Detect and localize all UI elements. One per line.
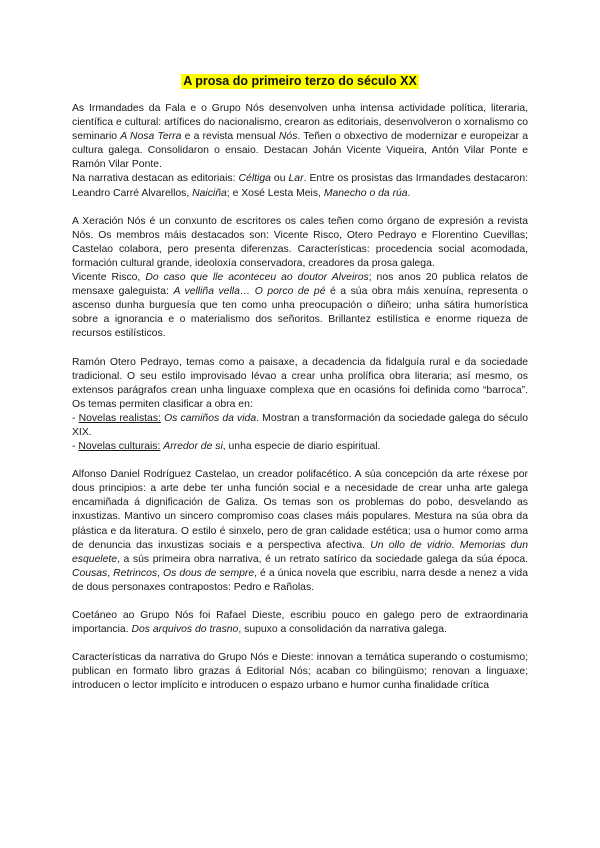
paragraph-gap xyxy=(72,454,528,468)
text-span: é a súa obra máis xenuína, representa o ascenso dunha burguesía que ten como unha preocupación o diñeiro; unha sátira humorística sobre a ignorancia e o materialismo dos señoritos. Brillantez estilística e enorme riqueza de recursos estilísticos. xyxy=(72,286,528,340)
text-span: ; e Xosé Lesta Meis, xyxy=(226,187,324,199)
paragraph-vicente-risco xyxy=(72,271,528,341)
title-wrap xyxy=(0,72,600,90)
text-span: Coetáneo ao Grupo Nós foi Rafael Dieste, escribiu pouco en galego pero de extraordinaria importancia. xyxy=(72,610,528,636)
paragraph-castelao xyxy=(72,468,528,595)
text-span: , a sús primeira obra narrativa, é un retrato satírico da sociedade galega da súa época. xyxy=(117,553,528,565)
text-span: Ramón Otero Pedrayo, temas como a paisaxe, a decadencia da fidalguía rural e da sociedade tradicional. O seu estilo improvisado lévao a crear unha prolífica obra literaria; así mesmo, os extensos parágrafos crean unha linguaxe complexa que en ocasións foi definida como “barroca”. Os temas permiten clasificar a obra en: xyxy=(72,356,528,410)
paragraph-gap xyxy=(72,342,528,356)
text-span: , xyxy=(107,567,114,579)
work-title: Dos arquivos do trasno xyxy=(131,624,239,636)
work-title: Arredor de si xyxy=(163,441,223,453)
work-title: Manecho o da rúa xyxy=(323,187,408,199)
text-span: Na narrativa destacan as editoriais: xyxy=(72,173,239,185)
work-title: Retrincos xyxy=(113,567,158,579)
paragraph-gap xyxy=(72,595,528,609)
paragraph-caracteristicas xyxy=(72,651,528,693)
paragraph-dieste xyxy=(72,609,528,637)
work-title: Do caso que lle aconteceu ao doutor Alveiros xyxy=(145,272,369,284)
list-label: Novelas culturais: xyxy=(78,441,161,453)
list-bullet: - xyxy=(72,441,79,453)
text-span: ou xyxy=(270,173,289,185)
text-span: As Irmandades da Fala e o Grupo Nós desenvolven unha intensa actividade política, literaria, científica e cultural: artífices do nacionalismo, crearon as editoriais, desenvolveron o xornalismo co seminario xyxy=(72,103,528,143)
work-title: Os camiños da vida xyxy=(164,412,257,424)
work-title: Nós xyxy=(278,131,298,143)
text-span: , unha especie de diario espiritual. xyxy=(222,441,381,453)
text-span: Alfonso Daniel Rodríguez Castelao, un creador polifacético. A súa concepción da arte réxese por dous principios: a arte debe ter unha función social e a necesidade de crear unha arte galega encamiñada á dignificación de Galiza. Os temas son os problemas do pobo, desvelando as inxustizas. Mantivo un sincero compromiso coas clases máis populares. Mestura na súa obra da plástica e da literatura. O estilo é sinxelo, pero de gran calidade estética; usa o humor como arma de denuncia das inxustizas sociais e a perspectiva afectiva. xyxy=(72,469,528,551)
list-item-novelas-culturais xyxy=(72,440,528,454)
list-item-novelas-realistas xyxy=(72,412,528,440)
text-span: ; nos anos 20 publica relatos de mensaxe galeguista: xyxy=(72,272,528,298)
paragraph-xeracion-nos xyxy=(72,215,528,271)
text-span: , supuxo a consolidación da narrativa galega. xyxy=(238,624,447,636)
paragraph-otero-pedrayo xyxy=(72,356,528,412)
text-span: Características da narrativa do Grupo Nós e Dieste: innovan a temática superando o costumismo; publican en formato libro grazas á Editorial Nós; acaban co bilingüismo; renovan a linguaxe; introducen o lector implícito e introducen o espazo urbano e humor cunha finalidade crítica xyxy=(72,652,528,692)
text-span: e a revista mensual xyxy=(181,131,279,143)
paragraph-narrativa xyxy=(72,172,528,200)
work-title: Lar xyxy=(288,173,304,185)
text-span: . xyxy=(407,187,411,199)
work-title: Os dous de sempre xyxy=(163,567,255,579)
page-title: A prosa do primeiro terzo do século XX xyxy=(183,74,417,88)
work-title: Céltiga xyxy=(238,173,271,185)
work-title: Un ollo de vidrio. Memorias dun esquelete xyxy=(72,539,528,565)
paragraph-gap xyxy=(72,201,528,215)
paragraph-irmandades xyxy=(72,102,528,172)
text-span: . Entre os prosistas das Irmandades destacaron: Leandro Carré Alvarellos, xyxy=(72,173,528,199)
text-span: . Teñen o obxectivo de modernizar e europeizar a cultura galega. Consolidaron o ensaio. Destacan Johán Vicente Viqueira, Antón Vilar Ponte e Ramón Vilar Ponte. xyxy=(72,131,528,171)
document-body xyxy=(72,102,528,693)
paragraph-gap xyxy=(72,637,528,651)
work-title: Cousas xyxy=(72,567,108,579)
text-span: . Mostran a transformación da sociedade galega do século XIX. xyxy=(72,412,528,438)
work-title: A Nosa Terra xyxy=(120,131,182,143)
text-span: , é a única novela que escribiu, narra desde a nenez a vida de dous personaxes contrapostos: Pedro e Rañolas. xyxy=(72,567,528,593)
text-span: A Xeración Nós é un conxunto de escritores os cales teñen como órgano de expresión a revista Nós. Os membros máis destacados son: Vicente Risco, Otero Pedrayo e Florentino Cuevillas; Castelao colabora, pero presenta diferenzas. Características: procedencia social acomodada, formación cultural grande, ideoloxía conservadora, creadores da prosa galega. xyxy=(72,215,528,269)
text-span: Vicente Risco, xyxy=(72,272,146,284)
list-bullet: - xyxy=(72,412,79,424)
text-span: , xyxy=(157,567,163,579)
work-title: A velliña vella… O porco de pé xyxy=(173,286,326,298)
work-title: Naiciña xyxy=(192,187,227,199)
list-label: Novelas realistas: xyxy=(78,412,161,424)
